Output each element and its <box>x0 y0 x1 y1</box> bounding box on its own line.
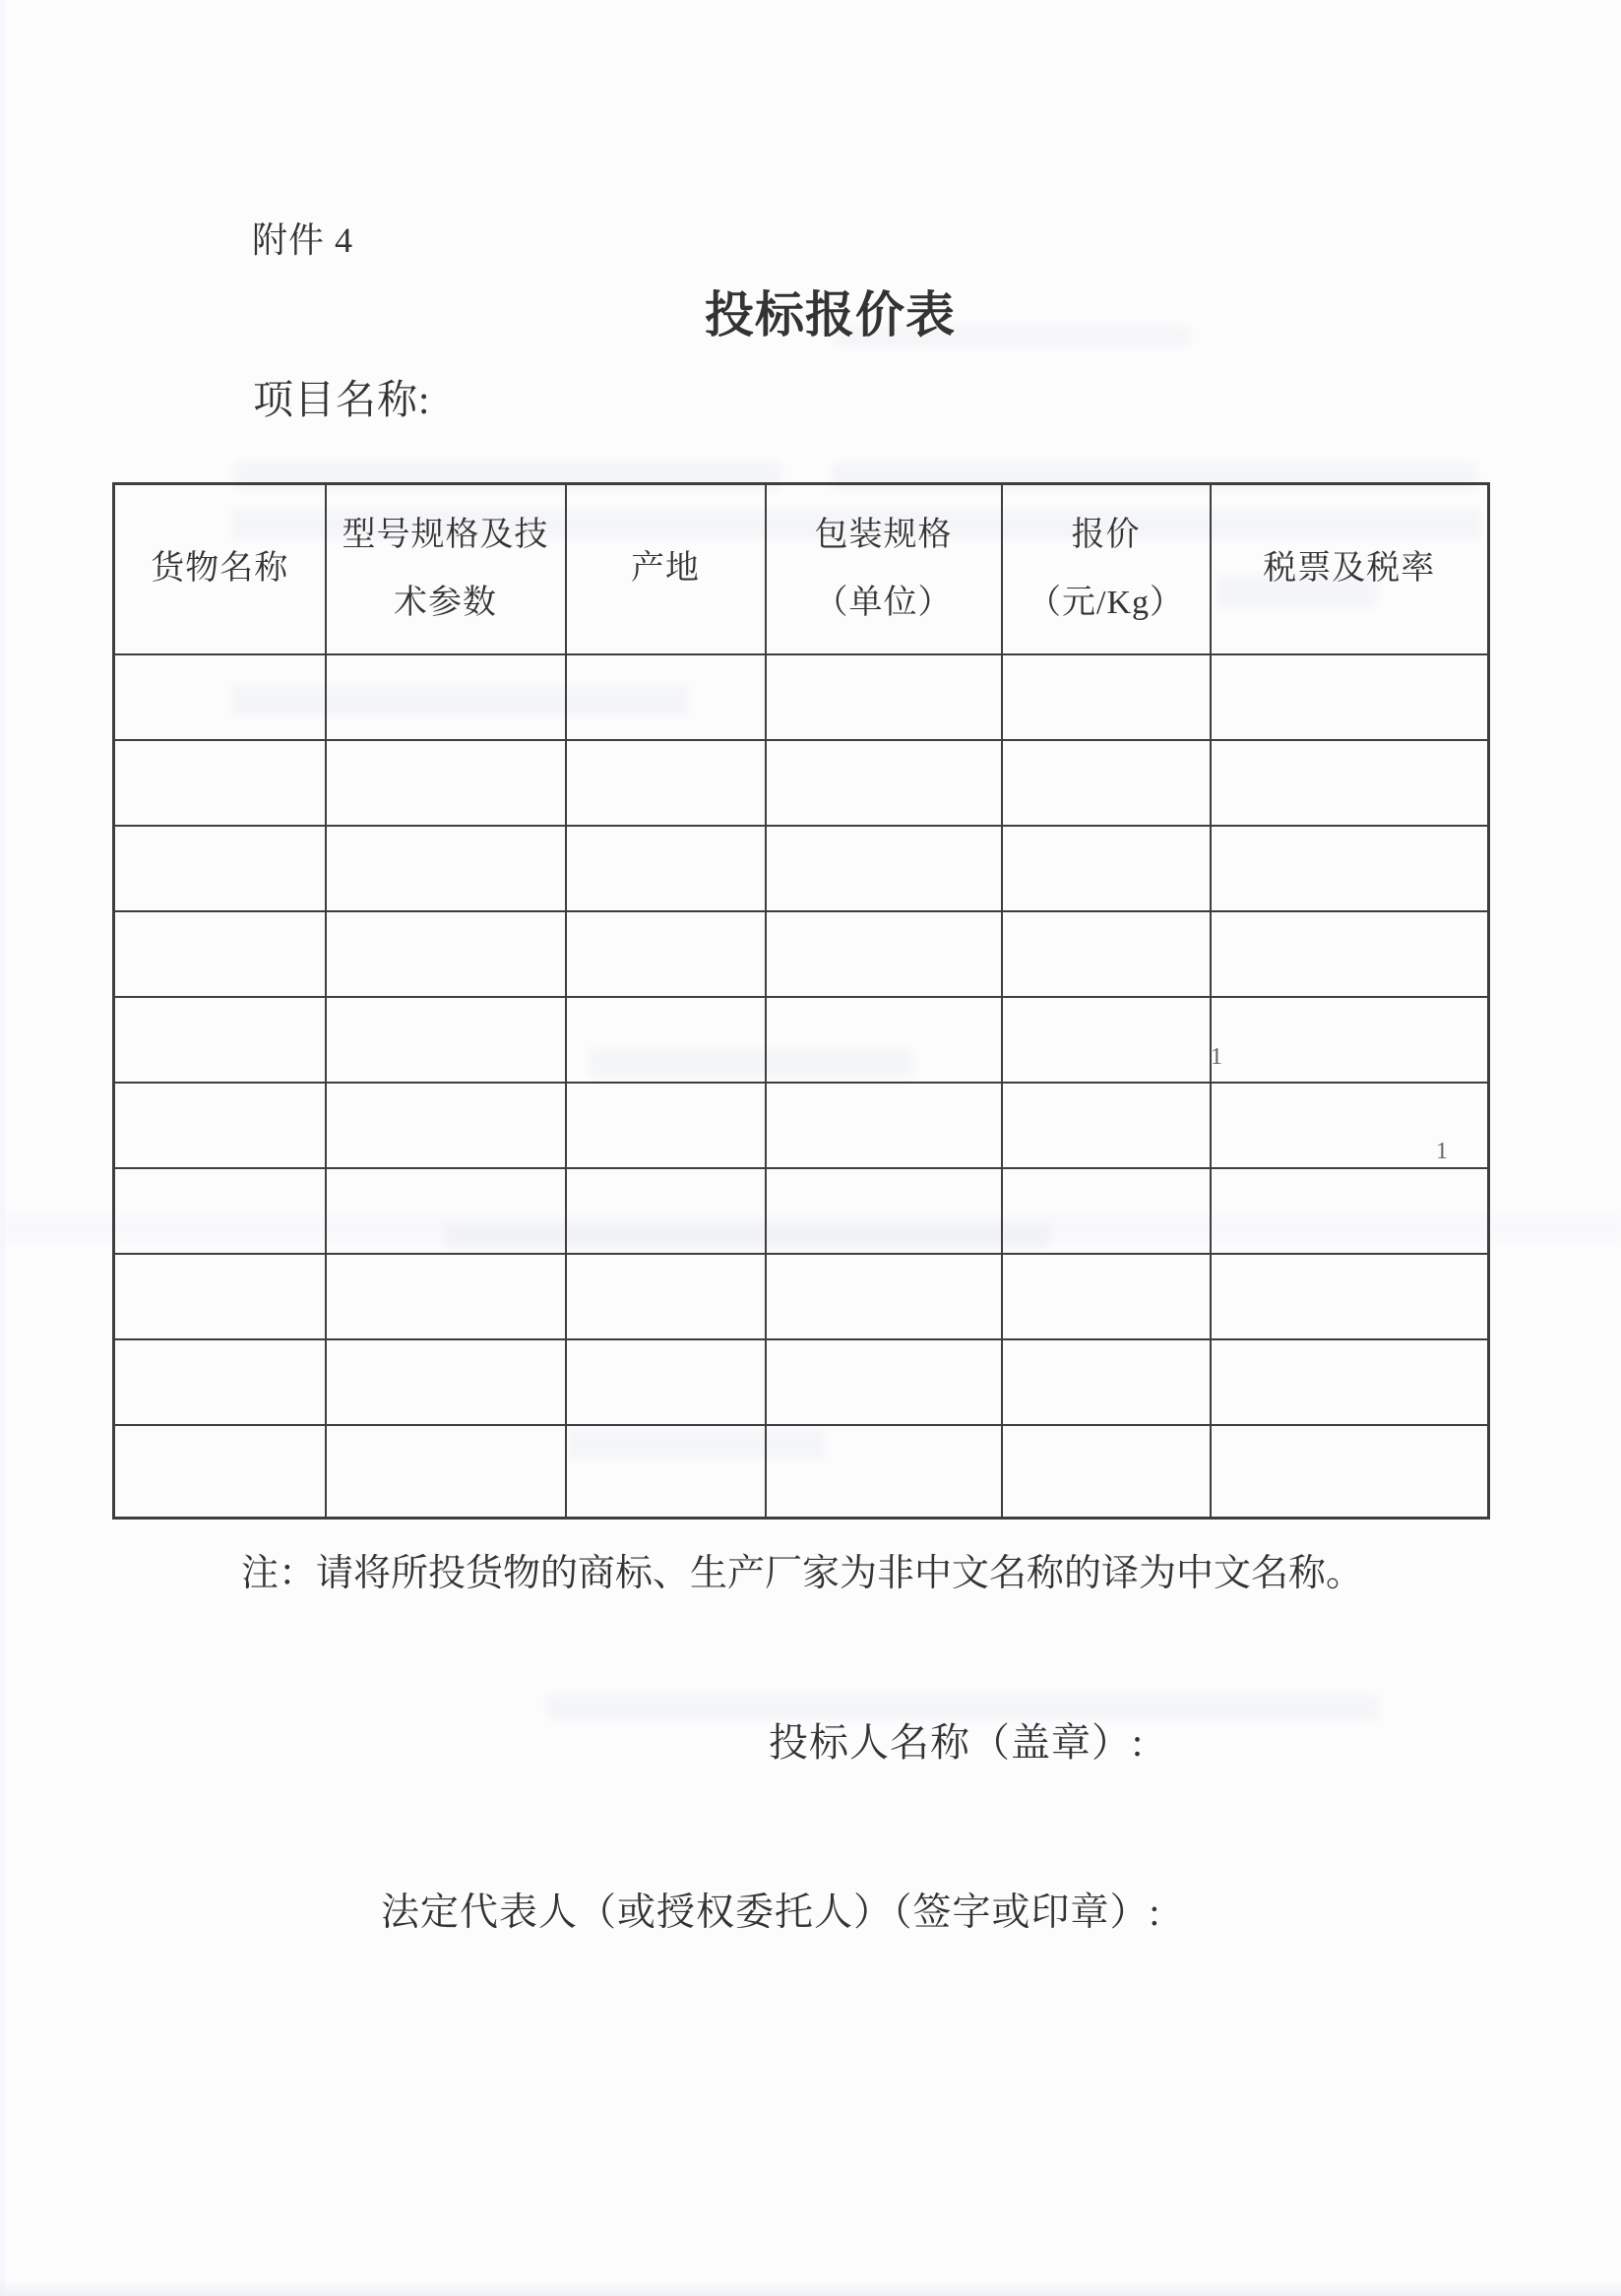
empty-cell <box>1211 740 1489 826</box>
empty-cell <box>326 1254 566 1339</box>
note-text: 注：请将所投货物的商标、生产厂家为非中文名称的译为中文名称。 <box>241 1553 1364 1594</box>
empty-cell <box>566 1425 766 1519</box>
empty-cell <box>1002 1425 1211 1519</box>
table-row <box>114 997 1489 1083</box>
empty-cell <box>566 1339 766 1425</box>
empty-cell <box>566 826 766 911</box>
empty-cell <box>1002 1339 1211 1425</box>
legal-representative-label: 法定代表人（或授权委托人）（签字或印章）: <box>381 1892 1161 1934</box>
header-label-line: 货物名称 <box>151 550 289 588</box>
empty-cell <box>766 911 1002 997</box>
bid-price-table <box>112 482 1490 1520</box>
col-header-price <box>1002 484 1211 654</box>
table-row <box>114 1254 1489 1339</box>
col-header-origin <box>566 484 766 654</box>
empty-cell <box>1002 826 1211 911</box>
empty-cell <box>1211 1339 1489 1425</box>
empty-cell <box>766 1083 1002 1168</box>
empty-cell <box>114 654 326 740</box>
empty-cell <box>114 1339 326 1425</box>
header-label-line: 税票及税率 <box>1263 550 1436 588</box>
empty-cell <box>566 1254 766 1339</box>
empty-cell <box>766 1339 1002 1425</box>
empty-cell <box>766 826 1002 911</box>
empty-cell <box>1002 1168 1211 1254</box>
bleedthrough-artifact <box>547 1695 1379 1720</box>
empty-cell <box>1002 1083 1211 1168</box>
empty-cell <box>114 740 326 826</box>
empty-cell <box>566 740 766 826</box>
empty-cell <box>1211 826 1489 911</box>
empty-cell <box>1002 740 1211 826</box>
empty-cell <box>1211 1168 1489 1254</box>
empty-cell <box>766 1254 1002 1339</box>
empty-cell <box>326 997 566 1083</box>
table-row <box>114 1083 1489 1168</box>
col-header-packaging <box>766 484 1002 654</box>
col-header-model-spec <box>326 484 566 654</box>
empty-cell <box>766 1168 1002 1254</box>
bidder-seal-label: 投标人名称（盖章）: <box>769 1720 1145 1765</box>
empty-cell <box>1002 911 1211 997</box>
empty-cell <box>326 1425 566 1519</box>
empty-cell <box>766 997 1002 1083</box>
empty-cell <box>114 911 326 997</box>
empty-cell <box>326 740 566 826</box>
table-row <box>114 1168 1489 1254</box>
empty-cell <box>326 911 566 997</box>
page-edge-shadow-bottom <box>0 2281 1621 2296</box>
empty-cell <box>1211 1425 1489 1519</box>
header-label-line: （单位） <box>814 585 953 622</box>
empty-cell <box>114 826 326 911</box>
empty-cell <box>326 1083 566 1168</box>
stray-page-mark: 1 <box>1211 1044 1222 1070</box>
col-header-tax <box>1211 484 1489 654</box>
empty-cell <box>766 654 1002 740</box>
table-row <box>114 1339 1489 1425</box>
empty-cell <box>326 1168 566 1254</box>
page-title: 投标报价表 <box>705 287 956 342</box>
table-row <box>114 826 1489 911</box>
empty-cell <box>566 654 766 740</box>
table-row <box>114 1425 1489 1519</box>
project-name-label: 项目名称: <box>253 377 431 422</box>
page-edge-shadow-left <box>0 0 5 2296</box>
empty-cell <box>566 997 766 1083</box>
attachment-label: 附件 4 <box>252 220 354 260</box>
empty-cell <box>114 1254 326 1339</box>
header-label-line: 产地 <box>631 550 700 588</box>
empty-cell <box>1002 997 1211 1083</box>
empty-cell <box>766 1425 1002 1519</box>
header-label-line: 包装规格 <box>814 516 953 553</box>
col-header-goods-name <box>114 484 326 654</box>
empty-cell <box>114 1168 326 1254</box>
table-row <box>114 654 1489 740</box>
empty-cell <box>1002 654 1211 740</box>
empty-cell <box>566 1168 766 1254</box>
header-label-line: 型号规格及技 <box>342 516 549 553</box>
empty-cell <box>114 1425 326 1519</box>
empty-cell <box>1211 1254 1489 1339</box>
empty-cell <box>114 1083 326 1168</box>
header-label-line: 报价 <box>1071 516 1141 553</box>
empty-cell <box>114 997 326 1083</box>
empty-cell <box>1211 997 1489 1083</box>
empty-cell <box>766 740 1002 826</box>
stray-page-mark: 1 <box>1436 1139 1448 1164</box>
empty-cell <box>326 826 566 911</box>
table-row <box>114 740 1489 826</box>
empty-cell <box>1211 654 1489 740</box>
empty-cell <box>566 1083 766 1168</box>
empty-cell <box>566 911 766 997</box>
empty-cell <box>326 654 566 740</box>
header-label-line: （元/Kg） <box>1028 585 1184 622</box>
header-label-line: 术参数 <box>394 585 497 622</box>
empty-cell <box>1211 911 1489 997</box>
table-row <box>114 911 1489 997</box>
empty-cell <box>326 1339 566 1425</box>
table-header-row <box>114 484 1489 654</box>
empty-cell <box>1002 1254 1211 1339</box>
